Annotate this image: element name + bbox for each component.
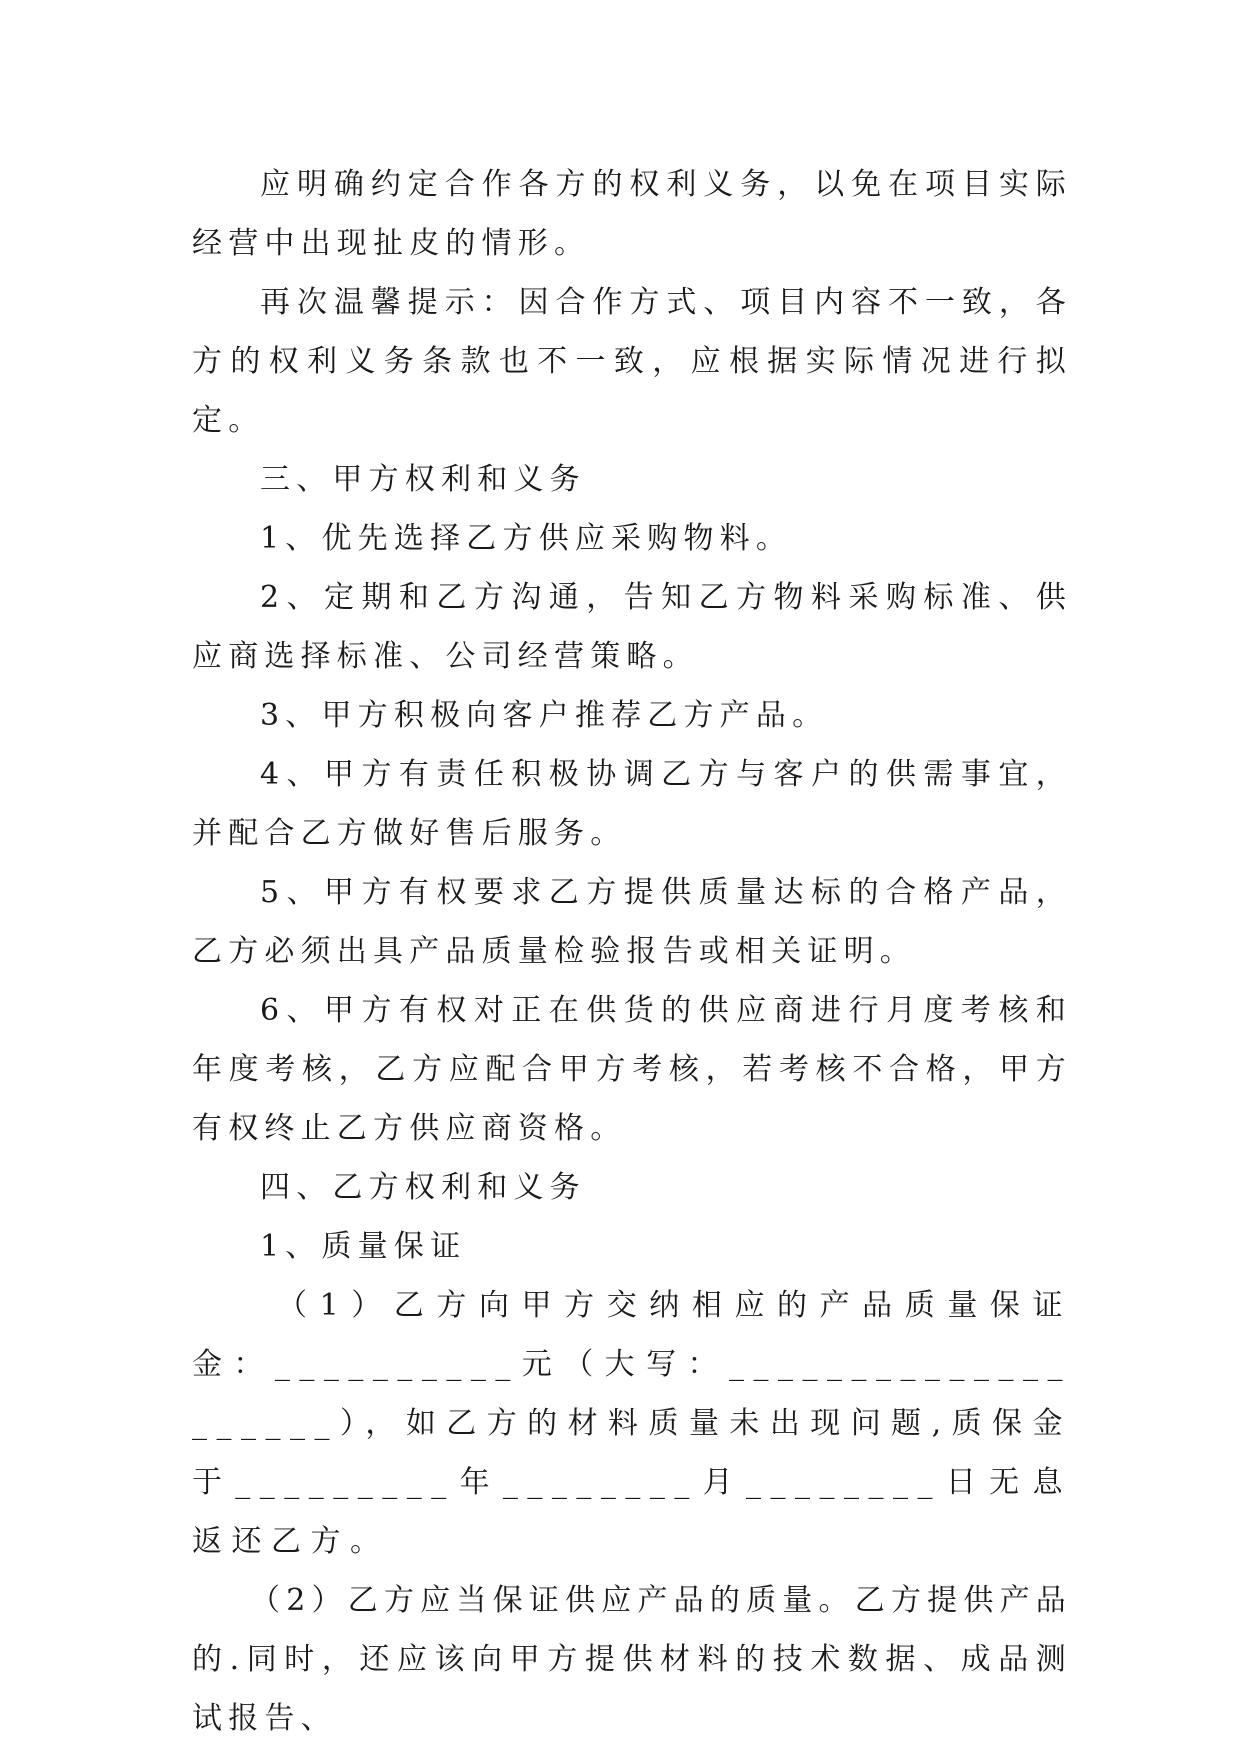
party-b-quality-guarantee-clause: （2）乙方应当保证供应产品的质量。乙方提供产品的.同时，还应该向甲方提供材料的技术数据、成品测试报告、: [192, 1583, 1072, 1736]
document-page: [192, 155, 1072, 1748]
party-a-clause-4: 4、甲方有责任积极协调乙方与客户的供需事宜，并配合乙方做好售后服务。: [192, 757, 1072, 851]
paragraph-reminder: 再次温馨提示：因合作方式、项目内容不一致，各方的权利义务条款也不一致，应根据实际情况进行拟定。: [192, 285, 1072, 438]
section-heading-party-b: 四、乙方权利和义务: [260, 1170, 586, 1205]
section-heading-party-a: 三、甲方权利和义务: [260, 462, 586, 497]
party-a-clause-1: 1、优先选择乙方供应采购物料。: [260, 521, 793, 556]
party-b-subheading-quality: 1、质量保证: [260, 1229, 467, 1264]
party-a-clause-6: 6、甲方有权对正在供货的供应商进行月度考核和年度考核，乙方应配合甲方考核，若考核不合格，甲方有权终止乙方供应商资格。: [192, 993, 1072, 1146]
party-a-clause-3: 3、甲方积极向客户推荐乙方产品。: [260, 698, 829, 733]
paragraph-intro: 应明确约定合作各方的权利义务，以免在项目实际经营中出现扯皮的情形。: [192, 167, 1072, 261]
party-b-quality-deposit-clause: （1）乙方向甲方交纳相应的产品质量保证金：__________元（大写：____________________），如乙方的材料质量未出现问题,质保金于_________年________月________日无息返还乙方。: [192, 1288, 1072, 1559]
party-a-clause-5: 5、甲方有权要求乙方提供质量达标的合格产品，乙方必须出具产品质量检验报告或相关证明。: [192, 875, 1072, 969]
party-a-clause-2: 2、定期和乙方沟通，告知乙方物料采购标准、供应商选择标准、公司经营策略。: [192, 580, 1072, 674]
